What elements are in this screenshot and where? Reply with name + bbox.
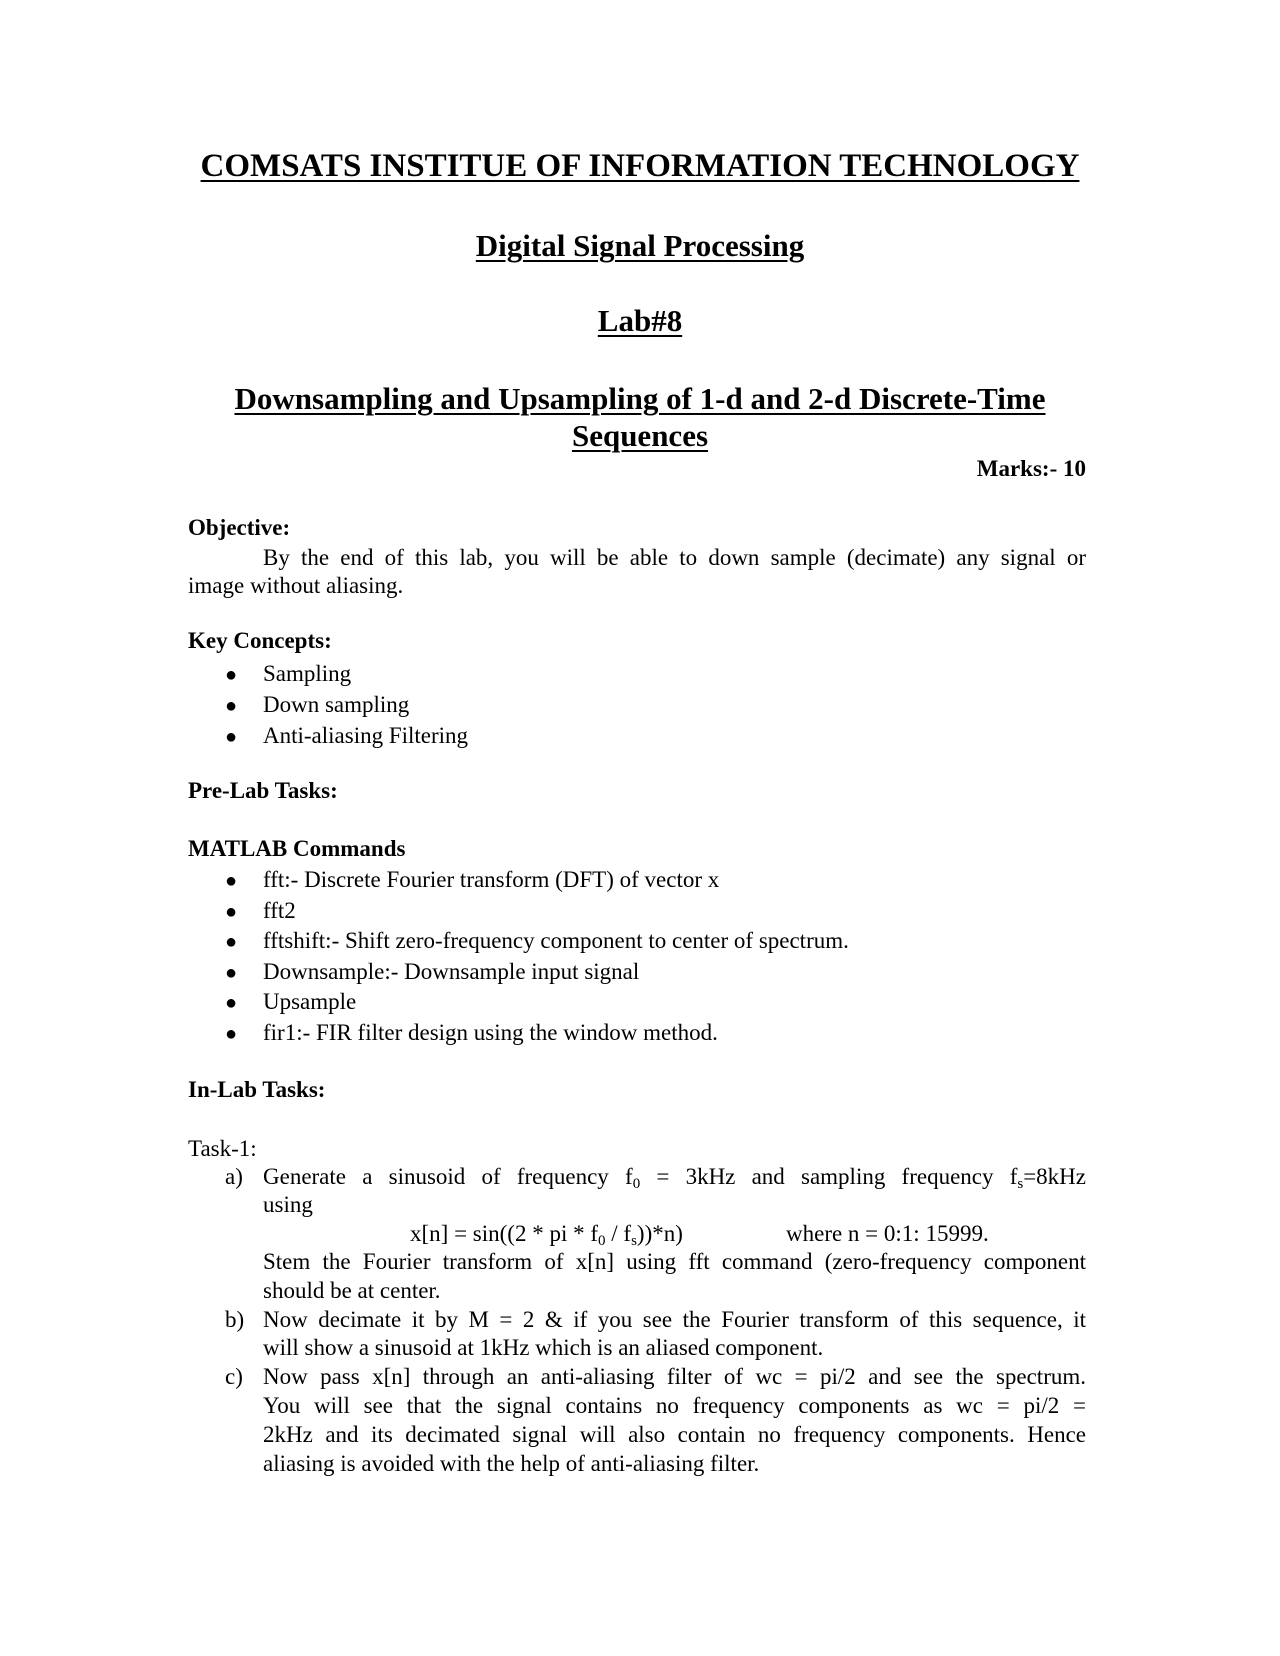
matlab-commands-heading: MATLAB Commands <box>188 836 406 861</box>
matlab-command-item: ● fft:- Discrete Fourier transform (DFT) of vector x <box>225 865 719 896</box>
matlab-command-item: ● Upsample <box>225 987 356 1018</box>
matlab-command-item: ● fftshift:- Shift zero-frequency component to center of spectrum. <box>225 926 849 957</box>
lab-title-line-1: Downsampling and Upsampling of 1-d and 2-d Discrete-Time <box>234 381 1046 416</box>
task-a-formula: x[n] = sin((2 * pi * $f_0 / f_s))*n$) <box>410 1221 683 1249</box>
bullet-icon: ● <box>225 931 238 953</box>
task-a-line-5: should be at center. <box>263 1278 441 1303</box>
key-concept-item: ● Anti-aliasing Filtering <box>225 721 468 752</box>
task-c-line-2: You will see that the signal contains no frequency components as wc = pi/2 = <box>263 1393 1086 1418</box>
task-a-line-1: Generate a sinusoid of frequency $f_0 = 3kHz$ and sampling frequency $f_s=8kHz$ <box>263 1164 1086 1192</box>
matlab-command-item: ● fft2 <box>225 896 296 927</box>
bullet-icon: ● <box>225 726 238 748</box>
task-c-line-4: aliasing is avoided with the help of anti-aliasing filter. <box>263 1451 760 1476</box>
task-b-line-1: Now decimate it by M = 2 & if you see the Fourier transform of this sequence, it <box>263 1307 1086 1332</box>
key-concepts-heading: Key Concepts: <box>188 628 332 653</box>
task-b-line-2: will show a sinusoid at 1kHz which is an aliased component. <box>263 1335 824 1360</box>
institution-title: COMSATS INSTITUE OF INFORMATION TECHNOLOGY <box>200 148 1080 184</box>
marks-label: Marks:- 10 <box>976 456 1086 481</box>
bullet-icon: ● <box>225 901 238 923</box>
objective-text-line-2: image without aliasing. <box>188 573 404 598</box>
objective-heading: Objective: <box>188 515 291 540</box>
key-concept-item: ● Sampling <box>225 659 351 690</box>
prelab-heading: Pre-Lab Tasks: <box>188 778 338 803</box>
task-a-line-2: using <box>263 1192 313 1217</box>
task-a-marker: a) <box>225 1164 243 1189</box>
objective-text-line-1: By the end of this lab, you will be able to down sample (decimate) any signal or <box>263 545 1086 570</box>
task-c-marker: c) <box>225 1364 243 1389</box>
lab-title-line-2: Sequences <box>571 418 709 453</box>
task-a-line-4: Stem the Fourier transform of x[n] using fft command (zero-frequency component <box>263 1249 1086 1274</box>
task-b-marker: b) <box>225 1307 245 1332</box>
matlab-command-item: ● Downsample:- Downsample input signal <box>225 957 639 988</box>
key-concept-item: ● Down sampling <box>225 690 409 721</box>
course-title: Digital Signal Processing <box>475 228 805 263</box>
bullet-icon: ● <box>225 695 238 717</box>
task-1-label: Task-1: <box>188 1136 257 1161</box>
inlab-heading: In-Lab Tasks: <box>188 1077 326 1102</box>
bullet-icon: ● <box>225 664 238 686</box>
bullet-icon: ● <box>225 1023 238 1045</box>
bullet-icon: ● <box>225 992 238 1014</box>
task-c-line-3: 2kHz and its decimated signal will also contain no frequency components. Hence <box>263 1422 1086 1447</box>
bullet-icon: ● <box>225 870 238 892</box>
matlab-command-item: ● fir1:- FIR filter design using the window method. <box>225 1018 718 1049</box>
bullet-icon: ● <box>225 962 238 984</box>
task-a-formula-range: where n = 0:1: 15999. <box>786 1221 989 1246</box>
lab-number: Lab#8 <box>597 303 683 338</box>
task-c-line-1: Now pass x[n] through an anti-aliasing filter of wc = pi/2 and see the spectrum. <box>263 1364 1086 1389</box>
